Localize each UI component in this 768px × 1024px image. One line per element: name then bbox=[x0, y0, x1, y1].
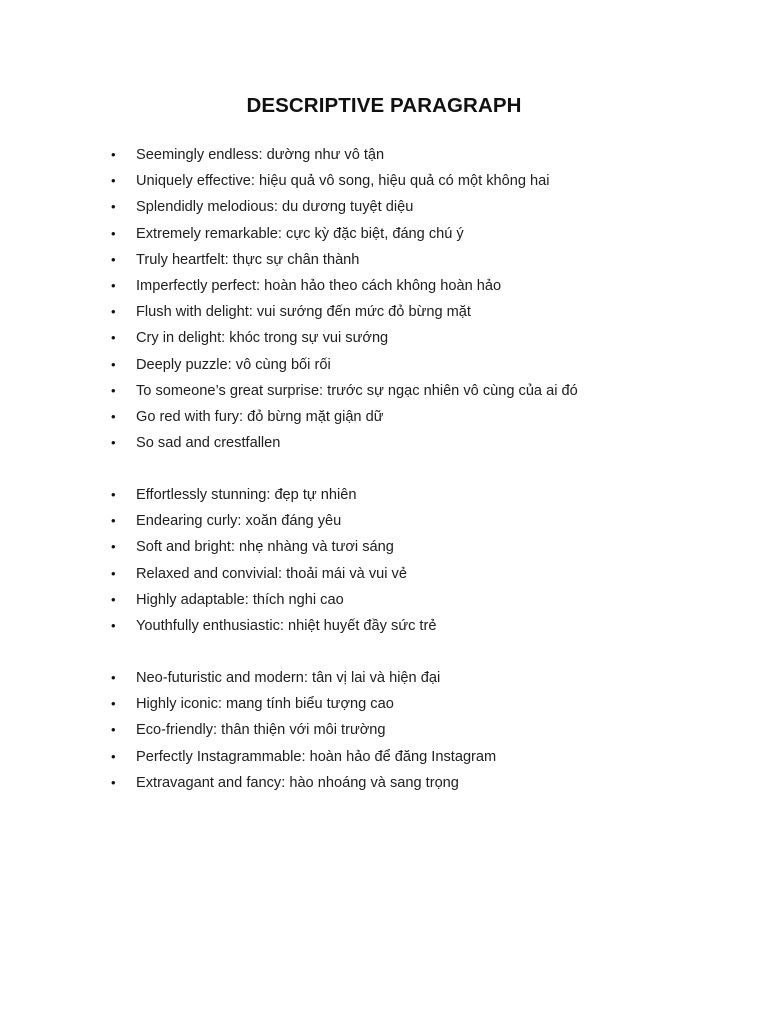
list-item-text: Soft and bright: nhẹ nhàng và tươi sáng bbox=[136, 539, 394, 556]
bullet-icon: • bbox=[111, 330, 116, 346]
list-item-text: Go red with fury: đỏ bừng mặt giận dữ bbox=[136, 408, 384, 425]
bullet-icon: • bbox=[111, 748, 116, 764]
list-item-text: Eco-friendly: thân thiện với môi trường bbox=[136, 722, 386, 739]
list-item-text: Relaxed and convivial: thoải mái và vui vẻ bbox=[136, 565, 407, 582]
bullet-icon: • bbox=[111, 382, 116, 398]
bullet-icon: • bbox=[111, 435, 116, 451]
page-title: DESCRIPTIVE PARAGRAPH bbox=[246, 94, 522, 117]
list-item-text: Highly iconic: mang tính biểu tượng cao bbox=[136, 696, 394, 713]
list-item-text: Flush with delight: vui sướng đến mức đỏ bừng mặt bbox=[136, 304, 471, 321]
bullet-icon: • bbox=[111, 304, 116, 320]
bullet-icon: • bbox=[111, 722, 116, 738]
list-item-text: To someone’s great surprise: trước sự ngạc nhiên vô cùng của ai đó bbox=[136, 382, 578, 399]
bullet-icon: • bbox=[111, 199, 116, 215]
list-item-text: Youthfully enthusiastic: nhiệt huyết đầy sức trẻ bbox=[136, 617, 437, 634]
list-item-text: Imperfectly perfect: hoàn hảo theo cách không hoàn hảo bbox=[136, 277, 502, 294]
list-item-text: Uniquely effective: hiệu quả vô song, hiệu quả có một không hai bbox=[136, 173, 550, 190]
list-item-text: Truly heartfelt: thực sự chân thành bbox=[136, 251, 360, 268]
bullet-icon: • bbox=[111, 408, 116, 424]
bullet-icon: • bbox=[111, 565, 116, 581]
bullet-icon: • bbox=[111, 513, 116, 529]
bullet-icon: • bbox=[111, 591, 116, 607]
bullet-icon: • bbox=[111, 251, 116, 267]
list-item-text: Splendidly melodious: du dương tuyệt diệu bbox=[136, 199, 414, 216]
list-item-text: Perfectly Instagrammable: hoàn hảo để đăng Instagram bbox=[136, 748, 497, 765]
bullet-icon: • bbox=[111, 277, 116, 293]
bullet-icon: • bbox=[111, 696, 116, 712]
bullet-icon: • bbox=[111, 487, 116, 502]
list-item-text: Extremely remarkable: cực kỳ đặc biệt, đáng chú ý bbox=[136, 225, 464, 242]
bullet-icon: • bbox=[111, 356, 116, 372]
bullet-icon: • bbox=[111, 617, 116, 633]
list-item-text: Effortlessly stunning: đẹp tự nhiên bbox=[136, 487, 357, 503]
list-item-text: Extravagant and fancy: hào nhoáng và sang trọng bbox=[136, 774, 459, 791]
list-item-text: Cry in delight: khóc trong sự vui sướng bbox=[136, 330, 389, 347]
bullet-icon: • bbox=[111, 670, 116, 685]
list-item-text: Seemingly endless: dường như vô tận bbox=[136, 147, 385, 163]
list-item-text: So sad and crestfallen bbox=[136, 435, 281, 452]
list-item-text: Endearing curly: xoăn đáng yêu bbox=[136, 513, 342, 530]
bullet-icon: • bbox=[111, 774, 116, 790]
bullet-icon: • bbox=[111, 147, 116, 162]
bullet-icon: • bbox=[111, 225, 116, 241]
list-item-text: Highly adaptable: thích nghi cao bbox=[136, 591, 344, 608]
bullet-icon: • bbox=[111, 173, 116, 189]
list-item-text: Deeply puzzle: vô cùng bối rối bbox=[136, 356, 331, 373]
bullet-icon: • bbox=[111, 539, 116, 555]
list-item-text: Neo-futuristic and modern: tân vị lai và hiện đại bbox=[136, 670, 441, 686]
